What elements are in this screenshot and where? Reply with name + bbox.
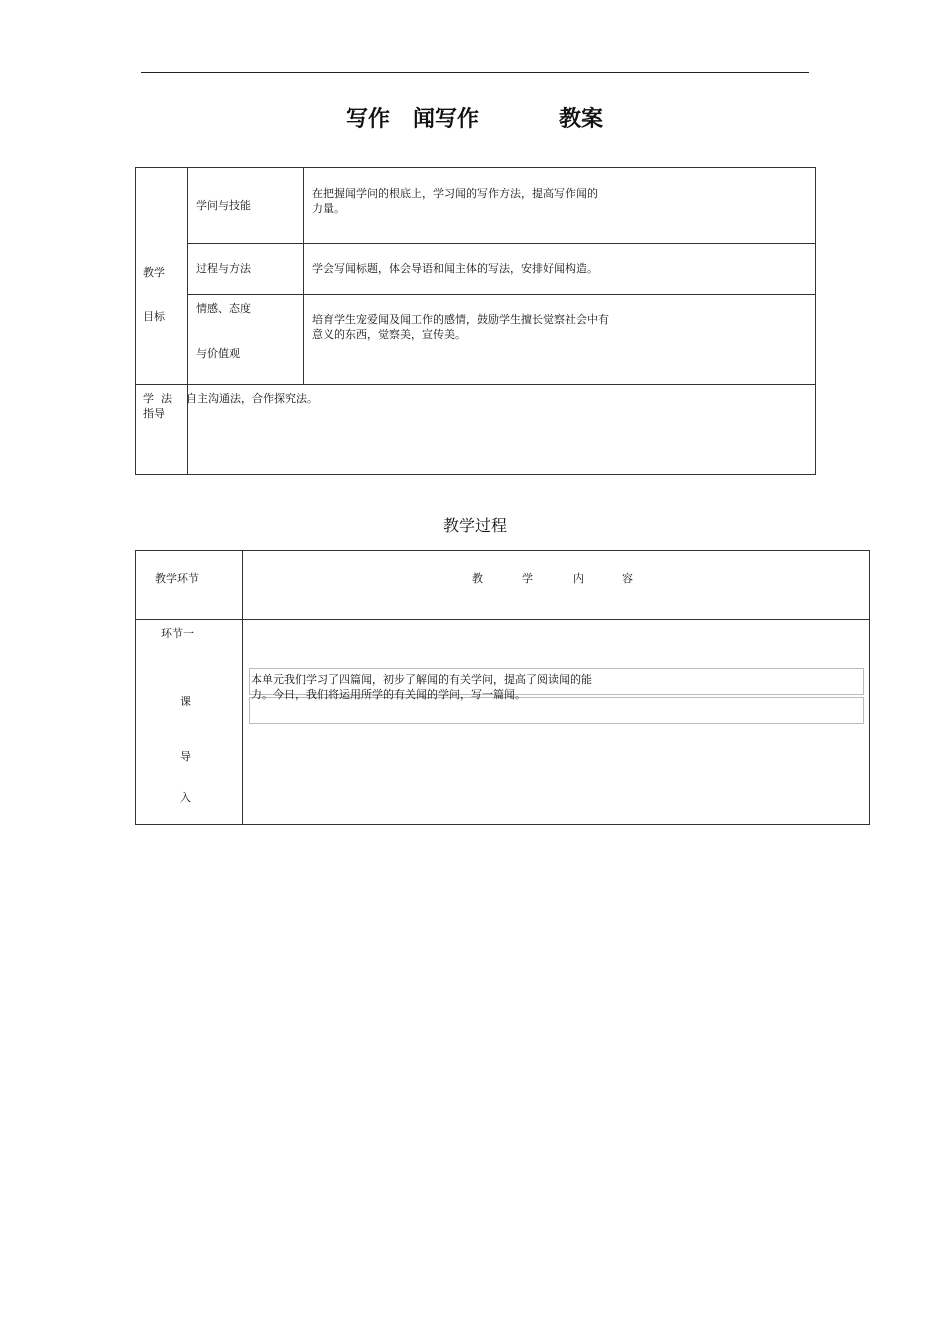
stage1-char: 入 (180, 791, 191, 804)
header-rule (141, 72, 809, 73)
process-heading: 教学过程 (442, 516, 507, 535)
table1-rule (135, 384, 816, 385)
table2-border-right (869, 550, 870, 825)
objective-label-attitude-2: 与价值观 (196, 347, 240, 360)
objective-label-process: 过程与方法 (196, 262, 251, 275)
objectives-label-bottom: 目标 (143, 310, 165, 323)
objective-label-attitude-1: 情感、态度 (196, 302, 251, 315)
table1-border-right (815, 167, 816, 475)
objective-content-process: 学会写闻标题，体会导语和闻主体的写法，安排好闻构造。 (312, 262, 598, 275)
table1-border-left (135, 167, 136, 475)
stage1-content: 本单元我们学习了四篇闻，初步了解闻的有关学问，提高了阅读闻的能 力。今日，我们将运用所学的有关闻的学问，写一篇闻。 (251, 673, 592, 701)
table2-border-left (135, 550, 136, 825)
table1-rule (187, 294, 816, 295)
table1-border-top (135, 167, 816, 168)
col-header-content-char: 容 (622, 572, 633, 585)
table2-rule (135, 619, 870, 620)
table2-col-rule (242, 550, 243, 825)
objective-content-knowledge: 在把握闻学问的根底上，学习闻的写作方法，提高写作闻的 力量。 (312, 187, 598, 215)
stage1-char: 导 (180, 750, 191, 763)
method-label-2: 指导 (143, 407, 165, 420)
method-content: 自主沟通法，合作探究法。 (186, 392, 318, 405)
col-header-content-char: 内 (573, 572, 584, 585)
method-label-1: 学 法 (143, 392, 172, 405)
table1-rule (187, 243, 816, 244)
stage1-name: 环节一 (161, 627, 194, 640)
stage1-char: 课 (180, 695, 191, 708)
col-header-stage: 教学环节 (155, 572, 199, 585)
table2-border-top (135, 550, 870, 551)
title-suffix: 教案 (559, 107, 604, 132)
page-title (0, 102, 950, 134)
objective-label-knowledge: 学问与技能 (196, 199, 251, 212)
col-header-content-char: 学 (522, 572, 533, 585)
table1-border-bottom (135, 474, 816, 475)
table1-col-rule (187, 167, 188, 475)
objectives-label-top: 教学 (143, 266, 165, 279)
col-header-content-char: 教 (472, 572, 483, 585)
table2-border-bottom (135, 824, 870, 825)
objective-content-attitude: 培育学生宠爱闻及闻工作的感情，鼓励学生擅长觉察社会中有 意义的东西，觉察美，宣传美。 (312, 313, 609, 341)
table1-col-rule (303, 167, 304, 385)
title-main: 写作 闻写作 (346, 107, 479, 132)
